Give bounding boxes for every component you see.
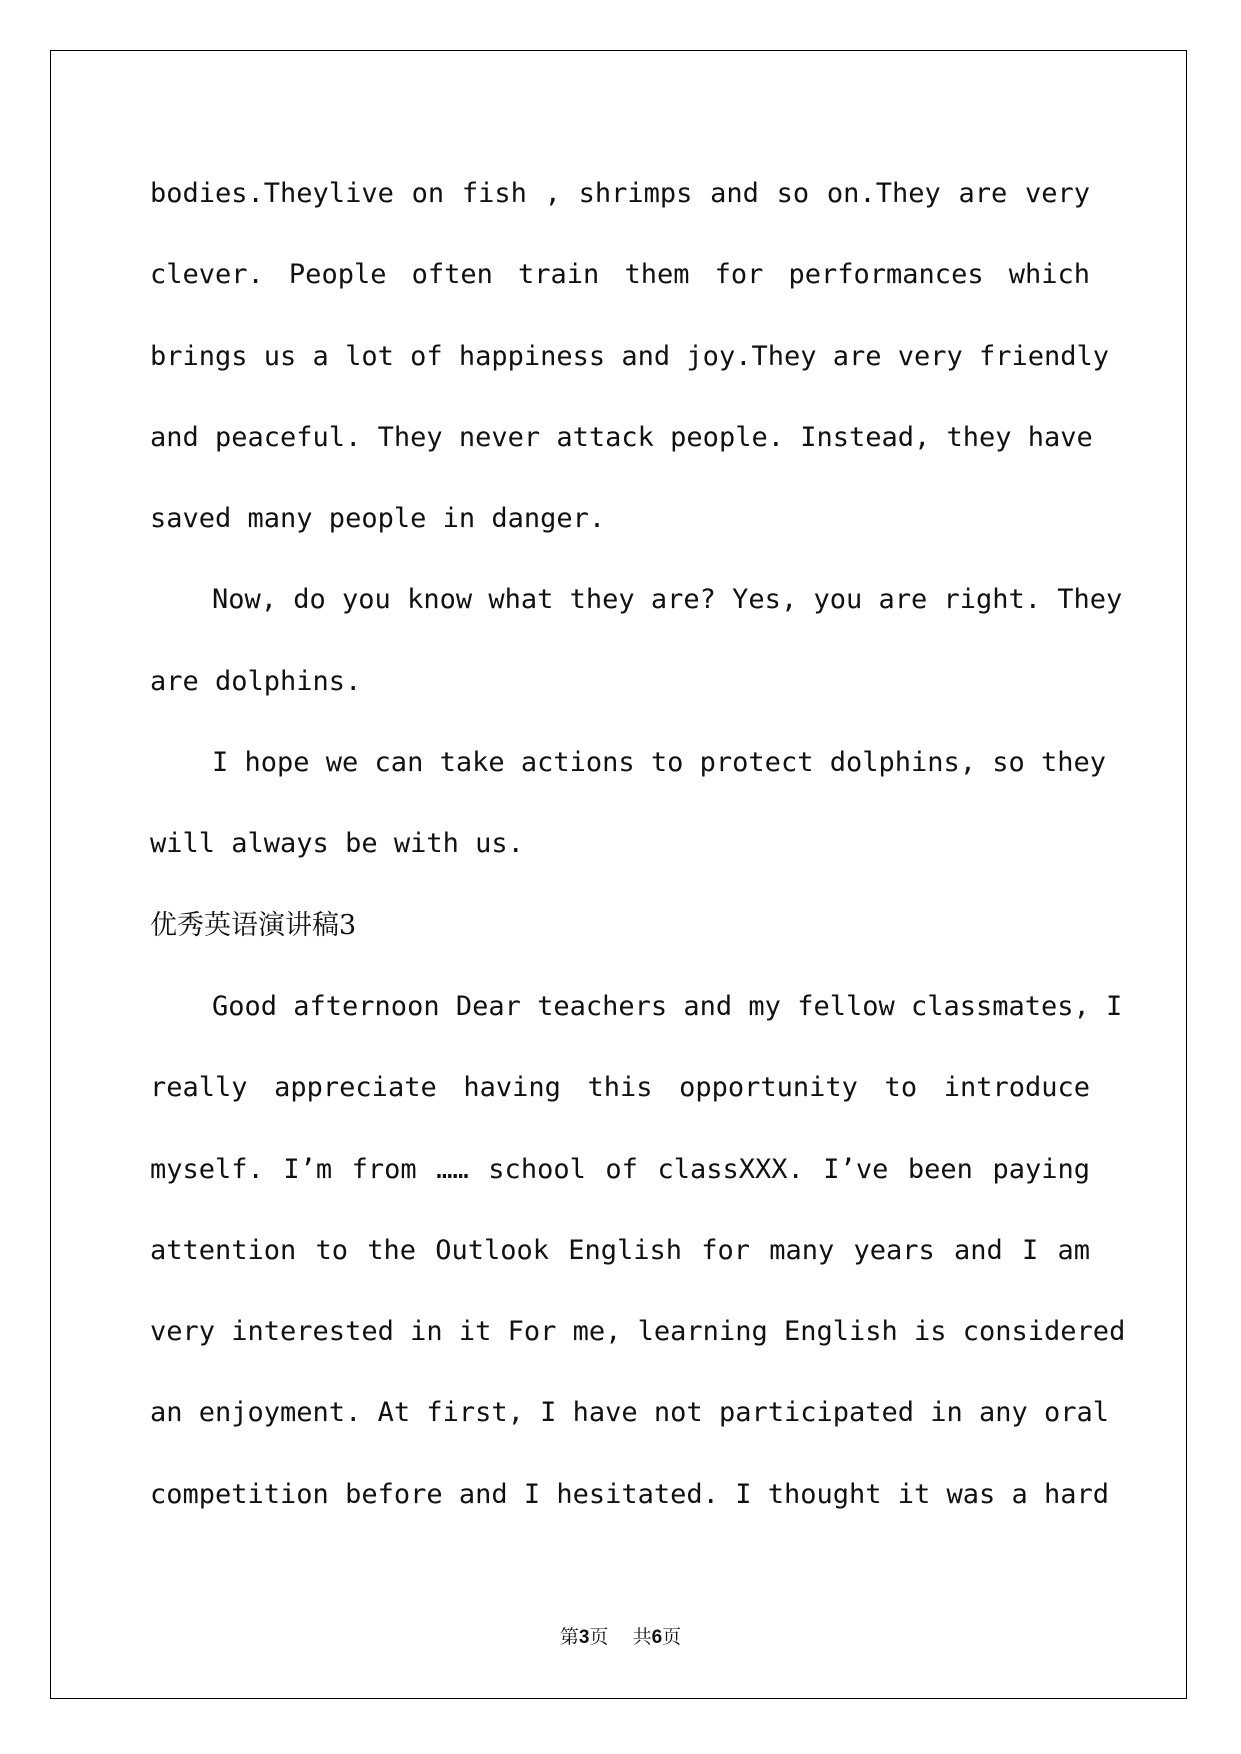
footer-mid: 页 共	[589, 1626, 652, 1648]
text-line: will always be with us.	[150, 828, 524, 860]
text-line: saved many people in danger.	[150, 503, 606, 535]
section-heading: 优秀英语演讲稿3	[150, 909, 357, 941]
current-page-number: 3	[578, 1627, 590, 1648]
text-line: really appreciate having this opportunity to introduce	[150, 1072, 1090, 1104]
text-line: myself. I’m from …… school of classXXX. I’ve been paying	[150, 1153, 1090, 1185]
total-page-number: 6	[651, 1627, 663, 1648]
text-line: brings us a lot of happiness and joy.They are very friendly	[150, 340, 1110, 372]
text-line: I hope we can take actions to protect dolphins, so they	[212, 747, 1107, 779]
text-line: and peaceful. They never attack people. Instead, they have	[150, 421, 1093, 453]
text-line: clever. People often train them for performances which	[150, 259, 1090, 291]
text-line: competition before and I hesitated. I thought it was a hard	[150, 1478, 1110, 1510]
text-line: Good afternoon Dear teachers and my fellow classmates, I	[212, 990, 1123, 1022]
footer-prefix: 第	[559, 1626, 579, 1648]
text-line: are dolphins.	[150, 665, 362, 697]
document-body	[150, 153, 1126, 1535]
text-line: attention to the Outlook English for many years and I am	[150, 1234, 1090, 1266]
text-line: an enjoyment. At first, I have not participated in any oral	[150, 1397, 1110, 1429]
footer-suffix: 页	[662, 1626, 682, 1648]
text-line: very interested in it For me, learning English is considered	[150, 1316, 1126, 1348]
text-line: Now, do you know what they are? Yes, you are right. They	[212, 584, 1123, 616]
text-line: bodies.Theylive on fish , shrimps and so on.They are very	[150, 178, 1090, 209]
page-footer	[0, 1622, 1241, 1649]
